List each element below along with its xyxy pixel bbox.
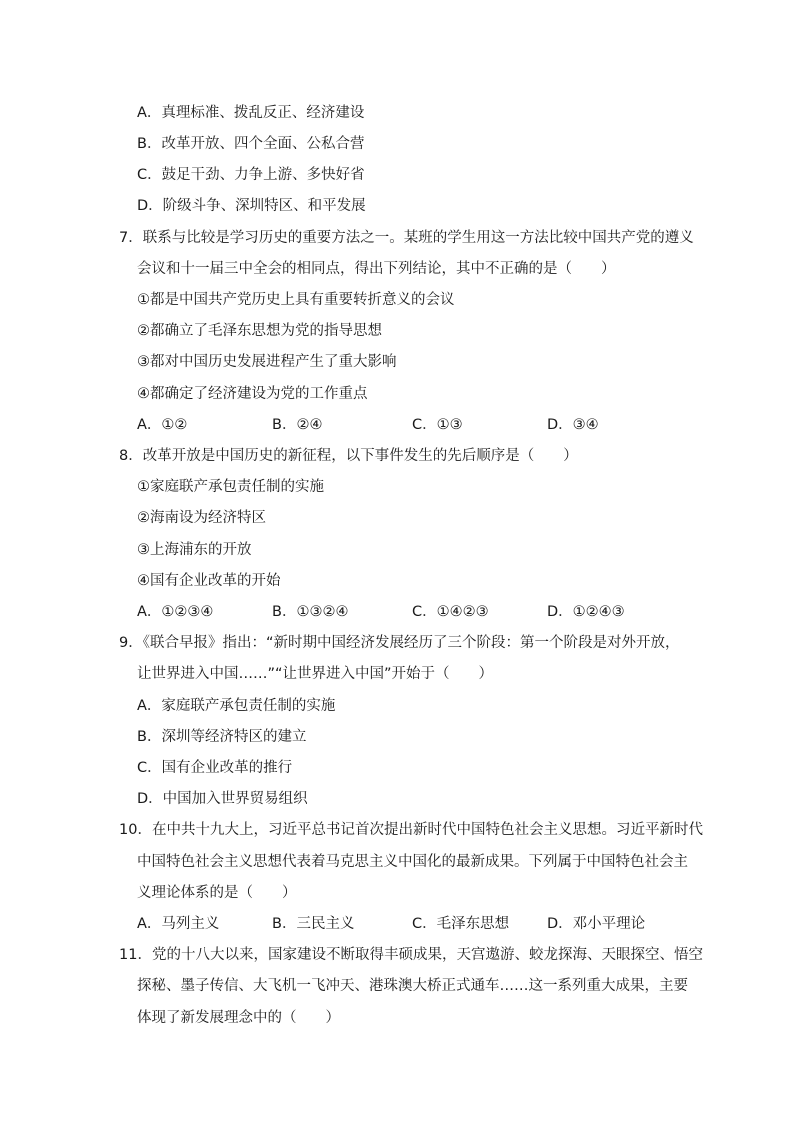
q7-statement-1: ①都是中国共产党历史上具有重要转折意义的会议 [137, 292, 455, 308]
q8-statement-2: ②海南设为经济特区 [137, 510, 266, 526]
q8-stem-line-1: 8．改革开放是中国历史的新征程，以下事件发生的先后顺序是（ ） [119, 448, 578, 464]
q9-option-c: C．国有企业改革的推行 [137, 760, 293, 776]
q8-option-c: C．①④②③ [412, 604, 489, 620]
q7-statement-3: ③都对中国历史发展进程产生了重大影响 [137, 354, 397, 370]
q7-option-a: A．①② [137, 417, 188, 433]
q8-option-a: A．①②③④ [137, 604, 214, 620]
q8-statement-3: ③上海浦东的开放 [137, 542, 252, 558]
q7-statement-2: ②都确立了毛泽东思想为党的指导思想 [137, 323, 382, 339]
q6-option-b: B．改革开放、四个全面、公私合营 [137, 136, 365, 152]
q8-option-d: D．①②④③ [547, 604, 625, 620]
q9-option-b: B．深圳等经济特区的建立 [137, 729, 307, 745]
q7-option-c: C．①③ [412, 417, 463, 433]
q6-option-a: A．真理标准、拨乱反正、经济建设 [137, 105, 365, 121]
q9-option-d: D．中国加入世界贸易组织 [137, 791, 308, 807]
q9-stem-line-1: 9．《联合早报》指出：“新时期中国经济发展经历了三个阶段：第一个阶段是对外开放， [119, 635, 680, 651]
q8-statement-1: ①家庭联产承包责任制的实施 [137, 479, 324, 495]
q9-stem-line-2: 让世界进入中国……”“让世界进入中国”开始于（ ） [137, 666, 494, 682]
q9-option-a: A．家庭联产承包责任制的实施 [137, 698, 336, 714]
q11-stem-line-3: 体现了新发展理念中的（ ） [137, 1010, 340, 1026]
q10-option-a: A．马列主义 [137, 916, 220, 932]
q10-option-d: D．邓小平理论 [547, 916, 646, 932]
q10-stem-line-2: 中国特色社会主义思想代表着马克思主义中国化的最新成果。下列属于中国特色社会主 [137, 854, 688, 870]
q10-stem-line-3: 义理论体系的是（ ） [137, 885, 297, 901]
q10-stem-line-1: 10．在中共十九大上，习近平总书记首次提出新时代中国特色社会主义思想。习近平新时代 [119, 822, 703, 838]
q7-stem-line-2: 会议和十一届三中全会的相同点，得出下列结论，其中不正确的是（ ） [137, 261, 616, 277]
q11-stem-line-2: 探秘、墨子传信、大飞机一飞冲天、港珠澳大桥正式通车……这一系列重大成果，主要 [137, 978, 688, 994]
q6-option-d: D．阶级斗争、深圳特区、和平发展 [137, 198, 366, 214]
q7-statement-4: ④都确定了经济建设为党的工作重点 [137, 386, 368, 402]
q7-option-b: B．②④ [272, 417, 323, 433]
q7-stem-line-1: 7．联系与比较是学习历史的重要方法之一。某班的学生用这一方法比较中国共产党的遵义 [119, 230, 694, 246]
q6-option-c: C．鼓足干劲、力争上游、多快好省 [137, 167, 365, 183]
q10-option-b: B．三民主义 [272, 916, 355, 932]
q8-statement-4: ④国有企业改革的开始 [137, 573, 281, 589]
q7-option-d: D．③④ [547, 417, 599, 433]
q8-option-b: B．①③②④ [272, 604, 349, 620]
q10-option-c: C．毛泽东思想 [412, 916, 510, 932]
q11-stem-line-1: 11．党的十八大以来，国家建设不断取得丰硕成果，天宫遨游、蛟龙探海、天眼探空、悟空 [119, 947, 703, 963]
